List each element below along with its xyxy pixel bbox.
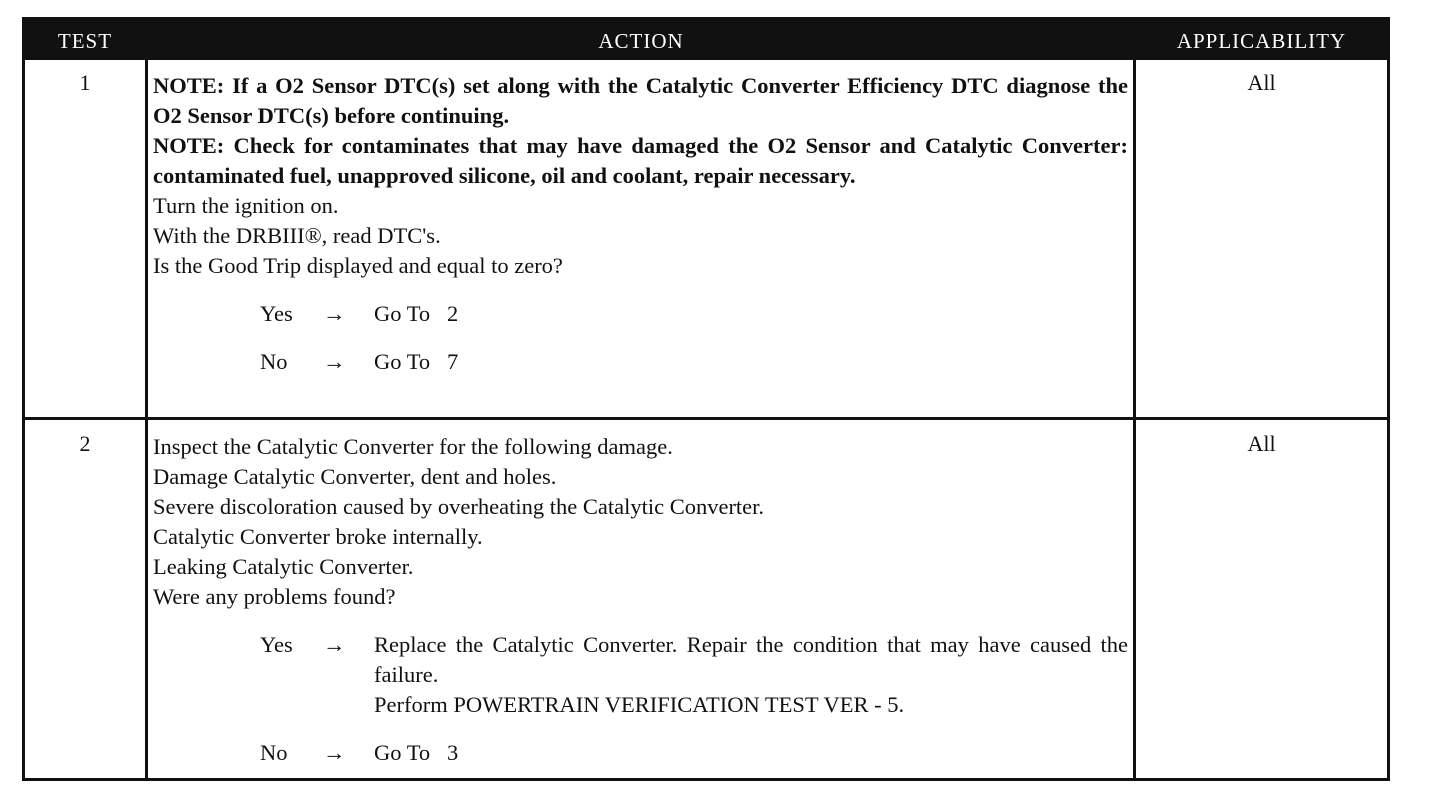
table-header bbox=[25, 20, 1387, 60]
yes-result: Replace the Catalytic Converter. Repair the condition that may have caused the failure. bbox=[374, 632, 1128, 687]
row-1-action bbox=[153, 71, 1128, 377]
row-1-step-1: Turn the ignition on. bbox=[153, 193, 339, 218]
header-test: TEST bbox=[57, 29, 113, 53]
diagnostic-table bbox=[22, 17, 1390, 781]
header-applicability: APPLICABILITY bbox=[1176, 29, 1347, 53]
row-2-step-3: Severe discoloration caused by overheating the Catalytic Converter. bbox=[153, 494, 765, 519]
no-label: No bbox=[260, 740, 288, 765]
row-2-step-2: Damage Catalytic Converter, dent and holes. bbox=[153, 464, 557, 489]
row-1-applicability: All bbox=[1247, 70, 1276, 95]
row-divider bbox=[25, 417, 1387, 420]
row-1-test-number: 1 bbox=[79, 70, 91, 95]
arrow-icon: → bbox=[323, 301, 346, 326]
arrow-icon: → bbox=[323, 632, 346, 657]
row-2-step-1: Inspect the Catalytic Converter for the following damage. bbox=[153, 434, 673, 459]
row-2-test-number: 2 bbox=[79, 431, 91, 456]
yes-label: Yes bbox=[260, 632, 293, 657]
no-label: No bbox=[260, 349, 288, 374]
row-1-note-1: NOTE: If a O2 Sensor DTC(s) set along with the Catalytic Converter Efficiency DTC diagnose the O2 Sensor DTC(s) before continuing. bbox=[153, 73, 1128, 128]
yes-label: Yes bbox=[260, 301, 293, 326]
row-2-no-option bbox=[153, 738, 1128, 768]
row-2-step-5: Leaking Catalytic Converter. bbox=[153, 554, 414, 579]
yes-result: Go To 2 bbox=[374, 301, 459, 326]
row-1-note-2: NOTE: Check for contaminates that may have damaged the O2 Sensor and Catalytic Converter: contaminated fuel, unapproved silicone, oil and coolant, repair necessary. bbox=[153, 133, 1128, 188]
arrow-icon: → bbox=[323, 740, 346, 765]
yes-result-block bbox=[374, 630, 1128, 720]
row-1-yes-option bbox=[153, 299, 1128, 329]
row-2-action bbox=[153, 432, 1128, 768]
arrow-icon: → bbox=[323, 349, 346, 374]
row-2-step-6: Were any problems found? bbox=[153, 584, 396, 609]
row-1-step-2: With the DRBIII®, read DTC's. bbox=[153, 223, 441, 248]
row-2-applicability: All bbox=[1247, 431, 1276, 456]
header-action: ACTION bbox=[598, 29, 684, 53]
row-2-step-4: Catalytic Converter broke internally. bbox=[153, 524, 483, 549]
yes-result-verification: Perform POWERTRAIN VERIFICATION TEST VER - 5. bbox=[374, 692, 905, 717]
row-2-yes-option bbox=[153, 630, 1128, 720]
row-1-step-3: Is the Good Trip displayed and equal to zero? bbox=[153, 253, 563, 278]
row-1-no-option bbox=[153, 347, 1128, 377]
no-result: Go To 3 bbox=[374, 740, 459, 765]
no-result: Go To 7 bbox=[374, 349, 459, 374]
